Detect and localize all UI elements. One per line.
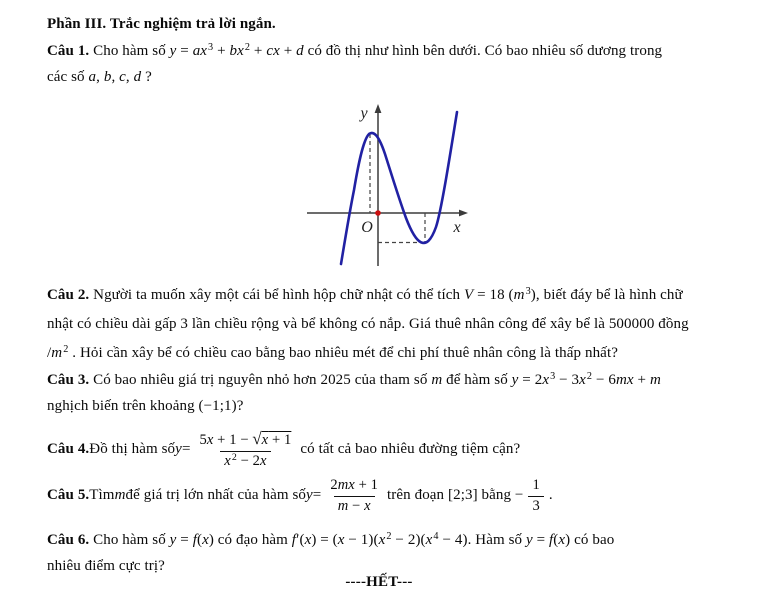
question-2-line-1: Câu 2. Người ta muốn xây một cái bể hình hộp chữ nhật có thể tích V = 18 $(m^3)$, biết đáy bể là hình chữ — [47, 286, 683, 303]
question-6-line-2: nhiêu điểm cực trị? — [47, 558, 165, 574]
y-axis-label: y — [360, 105, 368, 122]
x-axis-arrow-icon — [459, 210, 468, 217]
cubic-function-graph — [295, 100, 480, 270]
question-2-line-3: $/m^2$ . Hỏi cần xây bể có chiều cao bằng bao nhiêu mét để chi phí thuê nhân công là thấp nhất? — [47, 344, 618, 361]
cubic-curve — [341, 112, 457, 264]
question-1-line-2: các số a, b, c, d ? — [47, 69, 152, 85]
question-6-line-1: Câu 6. Cho hàm số y = f(x) có đạo hàm $f'(x) = (x - 1)(x^2 - 2)(x^4 - 4)$. Hàm số y = f(x) có bao — [47, 531, 615, 548]
section-heading: Phần III. Trắc nghiệm trả lời ngắn. — [47, 16, 276, 32]
x-axis-label: x — [453, 219, 461, 236]
question-3-line-1: Câu 3. Có bao nhiêu giá trị nguyên nhỏ hơn 2025 của tham số m để hàm số $y = 2x^3 - 3x^2 - 6mx + m$ — [47, 371, 661, 388]
question-5-line-1: Câu 5. Tìm m để giá trị lớn nhất của hàm số y = $\frac{2mx + 1}{m - x}$ trên đoạn [2;3] bằng − $\frac{1}{3}$ . — [47, 477, 553, 514]
end-marker: ----HẾT--- — [345, 574, 413, 590]
question-3-line-2: nghịch biến trên khoảng (−1;1)? — [47, 398, 244, 414]
y-axis-arrow-icon — [375, 104, 382, 113]
origin-label: O — [361, 219, 373, 236]
origin-dot — [375, 210, 381, 216]
question-4-line-1: Câu 4. Đồ thị hàm số y = $\frac{5x + 1 - √x + 1}{x^2 - 2x}$ có tất cả bao nhiêu đường tiệm cận? — [47, 429, 521, 469]
question-2-line-2: nhật có chiều dài gấp 3 lần chiều rộng và bể không có nắp. Giá thuê nhân công để xây bể là 500000 đồng — [47, 316, 689, 332]
question-1-line-1: Câu 1. Cho hàm số $y = ax^3 + bx^2$ + cx + d có đồ thị như hình bên dưới. Có bao nhiêu số dương trong — [47, 42, 663, 59]
